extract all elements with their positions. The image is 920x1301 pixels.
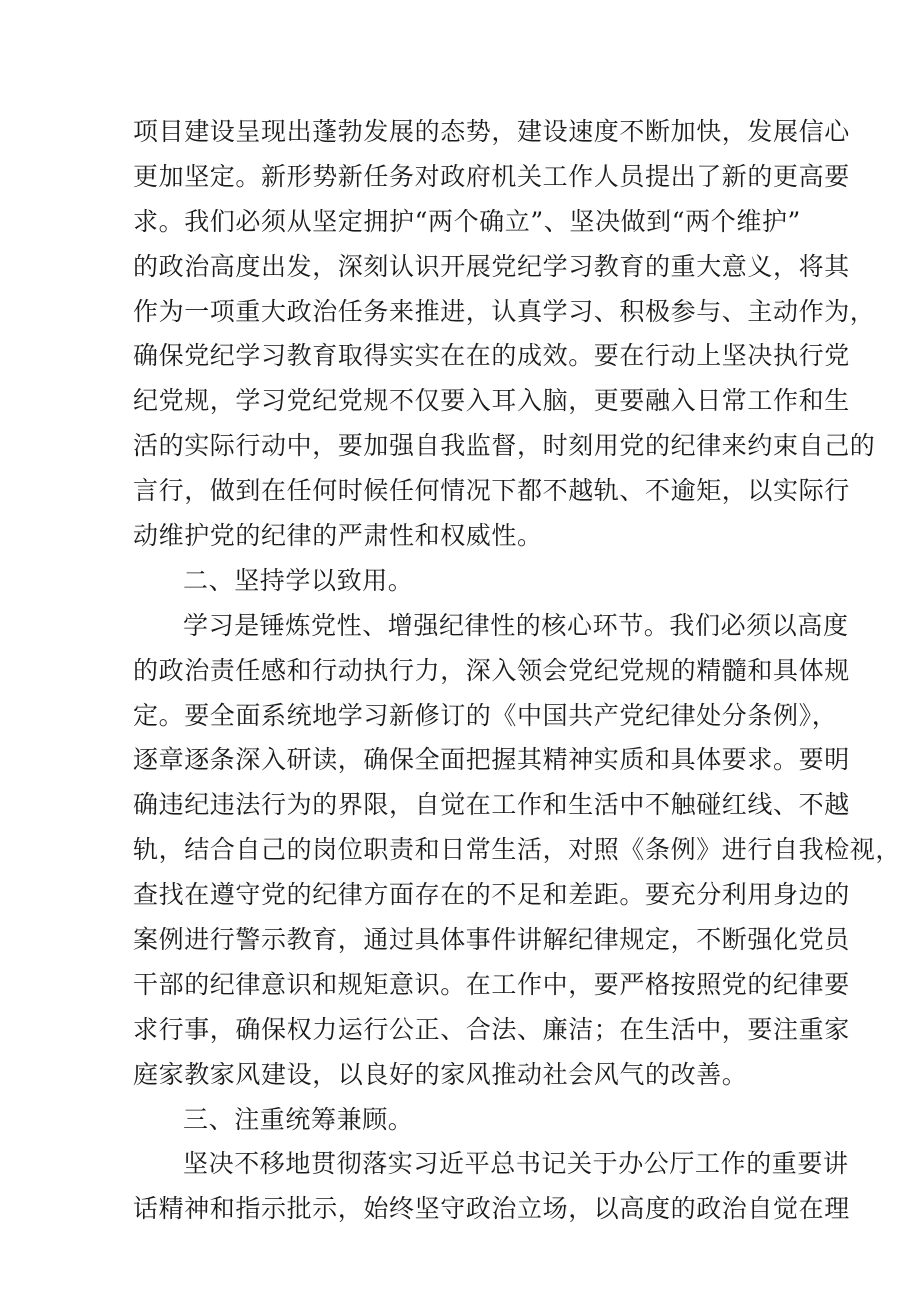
text-line: 查找在遵守党的纪律方面存在的不足和差距。要充分利用身边的: [133, 880, 850, 910]
text-line: 求。我们必须从坚定拥护“两个确立”、坚决做到“两个维护”: [133, 206, 801, 236]
text-line: 求行事，确保权力运行公正、合法、廉洁；在生活中，要注重家: [133, 1014, 850, 1044]
text-line: 话精神和指示批示，始终坚守政治立场，以高度的政治自觉在理: [133, 1194, 850, 1224]
text-line: 项目建设呈现出蓬勃发展的态势，建设速度不断加快，发展信心: [133, 117, 850, 146]
text-line: 确违纪违法行为的界限，自觉在工作和生活中不触碰红线、不越: [133, 790, 850, 820]
text-line: 干部的纪律意识和规矩意识。在工作中，要严格按照党的纪律要: [133, 969, 850, 999]
text-line: 案例进行警示教育，通过具体事件讲解纪律规定，不断强化党员: [133, 925, 850, 955]
text-line: 更加坚定。新形势新任务对政府机关工作人员提出了新的更高要: [133, 161, 850, 191]
text-line: 作为一项重大政治任务来推进，认真学习、积极参与、主动作为，: [133, 296, 876, 326]
text-line: 定。要全面系统地学习新修订的《中国共产党纪律处分条例》，: [133, 700, 838, 730]
document-body: [133, 110, 902, 1232]
text-line: 确保党纪学习教育取得实实在在的成效。要在行动上坚决执行党: [133, 341, 850, 371]
paragraph-start-line: 学习是锤炼党性、增强纪律性的核心环节。我们必须以高度: [183, 610, 849, 640]
text-line: 的政治责任感和行动执行力，深入领会党纪党规的精髓和具体规: [133, 655, 850, 685]
text-line: 的政治高度出发，深刻认识开展党纪学习教育的重大意义，将其: [133, 251, 850, 281]
text-line: 言行，做到在任何时候任何情况下都不越轨、不逾矩，以实际行: [133, 476, 850, 506]
text-line: 庭家教家风建设，以良好的家风推动社会风气的改善。: [133, 1059, 748, 1089]
text-line: 逐章逐条深入研读，确保全面把握其精神实质和具体要求。要明: [133, 745, 850, 775]
text-line: 轨，结合自己的岗位职责和日常生活，对照《条例》进行自我检视，: [133, 835, 902, 865]
text-line: 纪党规，学习党纪党规不仅要入耳入脑，更要融入日常工作和生: [133, 386, 850, 416]
section-heading: 二、坚持学以致用。: [183, 565, 414, 595]
section-heading: 三、注重统筹兼顾。: [183, 1104, 414, 1134]
text-line: 活的实际行动中，要加强自我监督，时刻用党的纪律来约束自己的: [133, 431, 876, 461]
paragraph-start-line: 坚决不移地贯彻落实习近平总书记关于办公厅工作的重要讲: [183, 1149, 849, 1179]
text-line: 动维护党的纪律的严肃性和权威性。: [133, 521, 543, 551]
